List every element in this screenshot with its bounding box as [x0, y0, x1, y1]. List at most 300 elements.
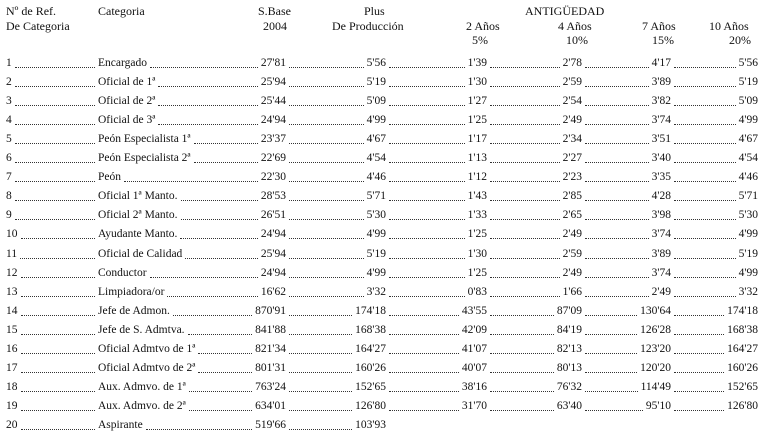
leader-dots: [289, 143, 364, 144]
leader-dots: [15, 105, 95, 106]
leader-dots: [585, 143, 649, 144]
value-a2: 1'25: [467, 266, 487, 279]
value-a7: 4'17: [651, 57, 671, 69]
leader-dots: [158, 105, 258, 106]
leader-dots: [15, 219, 95, 220]
leader-dots: [150, 67, 258, 68]
leader-dots: [389, 372, 459, 373]
leader-dots: [389, 315, 459, 316]
value-a7: 114'49: [640, 380, 671, 393]
leader-dots: [585, 334, 637, 335]
leader-dots: [185, 258, 258, 259]
value-plus: 4'99: [366, 266, 386, 279]
value-a2: 1'13: [467, 152, 487, 165]
leader-dots: [674, 105, 736, 106]
base-header-line2: 2004: [263, 19, 287, 33]
value-a4: 2'34: [562, 133, 582, 146]
leader-dots: [674, 143, 736, 144]
value-a7: 3'74: [651, 114, 671, 127]
value-a7: 126'28: [640, 323, 671, 336]
leader-dots: [674, 296, 736, 297]
category-name: Aux. Admvo. de 1ª: [98, 380, 186, 393]
ref-number: 19: [6, 399, 18, 412]
value-a4: 2'49: [562, 228, 582, 241]
leader-dots: [21, 296, 95, 297]
value-a10: 168'38: [727, 323, 758, 336]
table-row: [0, 418, 763, 433]
leader-dots: [158, 124, 258, 125]
leader-dots: [674, 391, 724, 392]
leader-dots: [490, 219, 560, 220]
value-a10: 160'26: [727, 361, 758, 374]
value-a10: 5'71: [738, 190, 758, 203]
value-a2: 42'09: [461, 323, 487, 336]
leader-dots: [289, 238, 364, 239]
leader-dots: [585, 200, 649, 201]
leader-dots: [490, 200, 560, 201]
value-a10: 4'46: [738, 171, 758, 184]
category-name: Peón: [98, 171, 121, 184]
leader-dots: [21, 353, 95, 354]
ref-number: 10: [6, 228, 18, 241]
value-a2: 1'25: [467, 114, 487, 127]
value-a10: 174'18: [727, 304, 758, 317]
ref-number: 15: [6, 323, 18, 336]
years-10-pct: 20%: [729, 33, 751, 47]
value-plus: 126'80: [355, 399, 386, 412]
leader-dots: [21, 277, 95, 278]
ref-number: 3: [6, 95, 12, 108]
years-4-pct: 10%: [566, 33, 588, 47]
value-plus: 5'09: [366, 95, 386, 108]
leader-dots: [188, 334, 252, 335]
leader-dots: [289, 277, 364, 278]
value-a4: 82'13: [556, 342, 582, 355]
category-name: Encargado: [98, 57, 147, 69]
leader-dots: [674, 238, 736, 239]
leader-dots: [389, 124, 465, 125]
years-2-pct: 5%: [472, 33, 488, 47]
value-plus: 5'30: [366, 209, 386, 222]
table-row: [0, 380, 763, 395]
table-row: [0, 75, 763, 90]
leader-dots: [674, 277, 736, 278]
leader-dots: [490, 181, 560, 182]
leader-dots: [585, 372, 637, 373]
ref-number: 18: [6, 380, 18, 393]
value-a4: 76'32: [556, 380, 582, 393]
value-a10: 4'67: [738, 133, 758, 146]
leader-dots: [585, 410, 643, 411]
leader-dots: [389, 391, 459, 392]
table-row: [0, 342, 763, 357]
leader-dots: [674, 334, 724, 335]
years-10-header: 10 Años: [709, 19, 749, 33]
leader-dots: [167, 296, 258, 297]
value-a7: 123'20: [640, 342, 671, 355]
leader-dots: [289, 372, 352, 373]
leader-dots: [674, 200, 736, 201]
leader-dots: [181, 219, 258, 220]
category-name: Oficial Admtvo de 1ª: [98, 342, 196, 355]
leader-dots: [585, 391, 638, 392]
years-7-header: 7 Años: [642, 19, 676, 33]
value-a10: 3'32: [738, 285, 758, 298]
value-base: 634'01: [255, 399, 286, 412]
leader-dots: [585, 124, 649, 125]
leader-dots: [674, 353, 724, 354]
leader-dots: [289, 258, 364, 259]
value-a2: 38'16: [461, 380, 487, 393]
value-a10: 164'27: [727, 342, 758, 355]
value-a7: 3'74: [651, 228, 671, 241]
value-a2: 43'55: [461, 304, 487, 317]
leader-dots: [15, 86, 95, 87]
leader-dots: [674, 162, 736, 163]
leader-dots: [21, 315, 95, 316]
leader-dots: [21, 410, 95, 411]
leader-dots: [490, 315, 554, 316]
leader-dots: [490, 391, 554, 392]
value-a4: 63'40: [556, 399, 582, 412]
years-7-pct: 15%: [652, 33, 674, 47]
value-a7: 3'51: [651, 133, 671, 146]
leader-dots: [389, 181, 465, 182]
leader-dots: [585, 105, 649, 106]
leader-dots: [585, 86, 649, 87]
value-plus: 4'99: [366, 114, 386, 127]
ref-number: 5: [6, 133, 12, 146]
ref-number: 9: [6, 209, 12, 222]
value-a7: 3'89: [651, 247, 671, 260]
value-base: 763'24: [255, 380, 286, 393]
leader-dots: [289, 181, 364, 182]
table-row: [0, 266, 763, 281]
category-name: Oficial de 3ª: [98, 114, 156, 127]
leader-dots: [389, 105, 465, 106]
leader-dots: [585, 219, 649, 220]
leader-dots: [389, 334, 459, 335]
leader-dots: [674, 124, 736, 125]
leader-dots: [289, 86, 364, 87]
ref-number: 11: [6, 247, 18, 260]
leader-dots: [21, 334, 95, 335]
value-base: 26'51: [260, 209, 286, 222]
ref-number: 2: [6, 76, 12, 89]
value-a2: 1'43: [467, 190, 487, 203]
ref-number: 14: [6, 304, 18, 317]
value-base: 25'94: [260, 76, 286, 89]
category-name: Peón Especialista 1ª: [98, 133, 191, 146]
value-a7: 3'98: [651, 209, 671, 222]
leader-dots: [585, 296, 649, 297]
leader-dots: [490, 124, 560, 125]
leader-dots: [389, 410, 459, 411]
value-a10: 4'54: [738, 152, 758, 165]
leader-dots: [585, 181, 649, 182]
table-row: [0, 56, 763, 71]
plus-header-line2: De Producción: [332, 19, 404, 33]
value-a7: 3'74: [651, 266, 671, 279]
value-a4: 80'13: [556, 361, 582, 374]
category-header: Categoria: [98, 4, 145, 18]
leader-dots: [180, 238, 258, 239]
ref-header-line1: Nº de Ref.: [6, 4, 57, 18]
value-a7: 2'49: [651, 285, 671, 298]
leader-dots: [389, 200, 465, 201]
leader-dots: [490, 353, 554, 354]
leader-dots: [20, 258, 95, 259]
leader-dots: [194, 143, 258, 144]
value-a10: 4'99: [738, 266, 758, 279]
value-base: 25'94: [260, 247, 286, 260]
leader-dots: [490, 334, 554, 335]
value-a4: 2'27: [562, 152, 582, 165]
value-plus: 3'32: [366, 285, 386, 298]
leader-dots: [181, 200, 258, 201]
leader-dots: [289, 429, 352, 430]
leader-dots: [389, 143, 465, 144]
value-base: 28'53: [260, 190, 286, 203]
value-a2: 1'12: [467, 171, 487, 184]
value-a10: 152'65: [727, 380, 758, 393]
category-name: Jefe de Admon.: [98, 304, 170, 317]
leader-dots: [674, 372, 724, 373]
category-name: Oficial 1ª Manto.: [98, 190, 178, 203]
table-row: [0, 399, 763, 414]
leader-dots: [389, 162, 465, 163]
table-row: [0, 361, 763, 376]
plus-header-line1: Plus: [364, 4, 385, 18]
value-base: 22'69: [260, 152, 286, 165]
table-row: [0, 208, 763, 223]
leader-dots: [490, 238, 560, 239]
leader-dots: [389, 219, 465, 220]
value-a10: 5'30: [738, 209, 758, 222]
value-plus: 4'67: [366, 133, 386, 146]
leader-dots: [389, 86, 465, 87]
leader-dots: [674, 219, 736, 220]
category-name: Ayudante Manto.: [98, 228, 178, 241]
value-a4: 2'65: [562, 209, 582, 222]
years-2-header: 2 Años: [466, 19, 500, 33]
value-a7: 3'89: [651, 76, 671, 89]
leader-dots: [289, 200, 364, 201]
leader-dots: [289, 105, 364, 106]
leader-dots: [289, 67, 364, 68]
ref-number: 20: [6, 418, 18, 431]
value-plus: 103'93: [355, 418, 386, 431]
leader-dots: [173, 315, 252, 316]
value-a4: 2'23: [562, 171, 582, 184]
value-a2: 1'17: [467, 133, 487, 146]
value-base: 16'62: [260, 285, 286, 298]
leader-dots: [389, 277, 465, 278]
value-a2: 1'30: [467, 76, 487, 89]
value-base: 519'66: [255, 418, 286, 431]
leader-dots: [585, 258, 649, 259]
category-name: Aspirante: [98, 418, 143, 431]
table-row: [0, 304, 763, 319]
table-row: [0, 170, 763, 185]
table-row: [0, 113, 763, 128]
leader-dots: [389, 67, 465, 68]
value-base: 27'81: [260, 57, 286, 69]
value-a7: 95'10: [645, 399, 671, 412]
value-base: 841'88: [255, 323, 286, 336]
value-a4: 2'49: [562, 266, 582, 279]
value-a10: 4'99: [738, 228, 758, 241]
leader-dots: [15, 162, 95, 163]
value-base: 24'94: [260, 266, 286, 279]
leader-dots: [585, 67, 649, 68]
ref-number: 16: [6, 342, 18, 355]
leader-dots: [585, 353, 637, 354]
leader-dots: [674, 410, 724, 411]
value-a7: 4'28: [651, 190, 671, 203]
table-row: [0, 151, 763, 166]
ref-number: 6: [6, 152, 12, 165]
value-plus: 4'54: [366, 152, 386, 165]
leader-dots: [490, 86, 560, 87]
value-plus: 152'65: [355, 380, 386, 393]
leader-dots: [15, 124, 95, 125]
value-a7: 120'20: [640, 361, 671, 374]
category-name: Oficial de 1ª: [98, 76, 156, 89]
leader-dots: [189, 410, 252, 411]
value-a2: 1'30: [467, 247, 487, 260]
leader-dots: [289, 296, 364, 297]
years-4-header: 4 Años: [558, 19, 592, 33]
value-plus: 168'38: [355, 323, 386, 336]
value-a10: 126'80: [727, 399, 758, 412]
leader-dots: [585, 162, 649, 163]
leader-dots: [490, 296, 560, 297]
value-a4: 2'59: [562, 76, 582, 89]
table-row: [0, 189, 763, 204]
leader-dots: [289, 353, 352, 354]
leader-dots: [490, 372, 554, 373]
base-header-line1: S.Base: [258, 4, 291, 18]
leader-dots: [15, 181, 95, 182]
category-name: Oficial Admtvo de 2ª: [98, 361, 196, 374]
leader-dots: [21, 429, 95, 430]
leader-dots: [490, 162, 560, 163]
table-row: [0, 323, 763, 338]
value-base: 801'31: [255, 361, 286, 374]
leader-dots: [490, 143, 560, 144]
leader-dots: [289, 391, 352, 392]
leader-dots: [289, 162, 364, 163]
leader-dots: [21, 391, 95, 392]
value-a4: 2'54: [562, 95, 582, 108]
ref-header-line2: De Categoria: [6, 19, 70, 33]
leader-dots: [389, 296, 465, 297]
leader-dots: [150, 277, 258, 278]
leader-dots: [585, 277, 649, 278]
value-a10: 5'19: [738, 247, 758, 260]
value-a2: 40'07: [461, 361, 487, 374]
ref-number: 17: [6, 361, 18, 374]
leader-dots: [289, 334, 352, 335]
leader-dots: [490, 67, 560, 68]
value-a7: 3'40: [651, 152, 671, 165]
seniority-header: ANTIGÜEDAD: [525, 4, 605, 18]
category-name: Conductor: [98, 266, 147, 279]
value-plus: 4'46: [366, 171, 386, 184]
category-name: Oficial 2ª Manto.: [98, 209, 178, 222]
leader-dots: [490, 105, 560, 106]
value-a2: 1'27: [467, 95, 487, 108]
value-plus: 164'27: [355, 342, 386, 355]
value-a2: 1'33: [467, 209, 487, 222]
ref-number: 13: [6, 285, 18, 298]
value-a10: 4'99: [738, 114, 758, 127]
value-base: 821'34: [255, 342, 286, 355]
value-plus: 5'19: [366, 76, 386, 89]
leader-dots: [389, 238, 465, 239]
leader-dots: [15, 143, 95, 144]
value-a4: 1'66: [562, 285, 582, 298]
value-a2: 41'07: [461, 342, 487, 355]
leader-dots: [194, 162, 258, 163]
value-a2: 1'25: [467, 228, 487, 241]
leader-dots: [21, 238, 95, 239]
value-base: 25'44: [260, 95, 286, 108]
ref-number: 7: [6, 171, 12, 184]
leader-dots: [490, 258, 560, 259]
value-plus: 5'19: [366, 247, 386, 260]
value-plus: 5'71: [366, 190, 386, 203]
category-name: Jefe de S. Admtva.: [98, 323, 185, 336]
category-name: Oficial de 2ª: [98, 95, 156, 108]
value-a4: 2'85: [562, 190, 582, 203]
value-base: 22'30: [260, 171, 286, 184]
leader-dots: [158, 86, 258, 87]
value-a7: 3'82: [651, 95, 671, 108]
value-a2: 0'83: [467, 285, 487, 298]
leader-dots: [289, 219, 364, 220]
table-row: [0, 285, 763, 300]
value-base: 24'94: [260, 228, 286, 241]
ref-number: 4: [6, 114, 12, 127]
value-a2: 1'39: [467, 57, 487, 69]
leader-dots: [490, 277, 560, 278]
table-row: [0, 132, 763, 147]
value-a10: 5'56: [738, 57, 758, 69]
table-row: [0, 227, 763, 242]
ref-number: 8: [6, 190, 12, 203]
value-a4: 87'09: [556, 304, 582, 317]
leader-dots: [585, 238, 649, 239]
value-plus: 174'18: [355, 304, 386, 317]
category-name: Aux. Admvo. de 2ª: [98, 399, 186, 412]
leader-dots: [674, 181, 736, 182]
value-a10: 5'19: [738, 76, 758, 89]
leader-dots: [674, 67, 736, 68]
leader-dots: [198, 372, 252, 373]
leader-dots: [490, 410, 554, 411]
leader-dots: [21, 372, 95, 373]
leader-dots: [674, 315, 724, 316]
value-a4: 2'59: [562, 247, 582, 260]
leader-dots: [15, 200, 95, 201]
leader-dots: [124, 181, 258, 182]
category-name: Oficial de Calidad: [98, 247, 183, 260]
leader-dots: [289, 124, 364, 125]
leader-dots: [289, 315, 352, 316]
leader-dots: [146, 429, 252, 430]
